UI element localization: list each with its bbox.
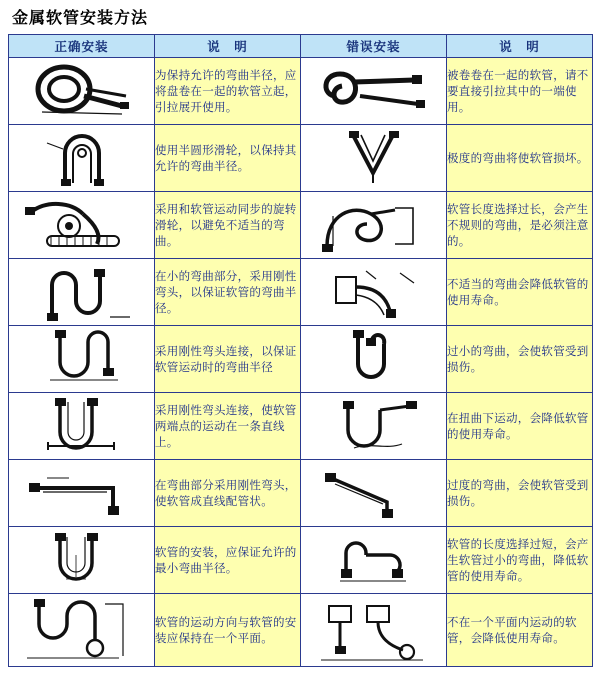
figure-cell-correct xyxy=(9,460,155,527)
table-row xyxy=(9,259,593,326)
table-row xyxy=(9,393,593,460)
figure-cell-correct xyxy=(9,527,155,594)
table-header xyxy=(9,35,593,58)
hose-installed-minimum-bend-radius-icon xyxy=(9,527,154,593)
header-correct-install: 正确安装 xyxy=(9,35,155,58)
desc-cell-correct: 为保持允许的弯曲半径，应将盘卷在一起的软管立起，引拉展开使用。 xyxy=(155,58,301,125)
figure-cell-correct xyxy=(9,259,155,326)
table-row xyxy=(9,125,593,192)
rigid-elbow-straight-pipe-layout-icon xyxy=(9,460,154,526)
hose-with-synchronized-rotating-pulley-icon xyxy=(9,192,154,258)
table-row xyxy=(9,58,593,125)
coiled-hose-standing-reel-icon xyxy=(9,58,154,124)
figure-cell-correct xyxy=(9,393,155,460)
table-row xyxy=(9,594,593,667)
figure-cell-wrong xyxy=(301,393,447,460)
figure-cell-correct xyxy=(9,58,155,125)
table-row xyxy=(9,527,593,594)
header-wrong-install: 错误安装 xyxy=(301,35,447,58)
desc-cell-wrong: 不在一个平面内运动的软管，会降低使用寿命。 xyxy=(447,594,593,667)
figure-cell-correct xyxy=(9,326,155,393)
header-correct-desc: 说 明 xyxy=(155,35,301,58)
header-wrong-desc: 说 明 xyxy=(447,35,593,58)
desc-cell-wrong: 极度的弯曲将使软管损坏。 xyxy=(447,125,593,192)
figure-cell-correct xyxy=(9,594,155,667)
page-title: 金属软管安装方法 xyxy=(12,8,149,27)
over-tight-bend-damage-icon xyxy=(301,326,446,392)
figure-cell-wrong xyxy=(301,58,447,125)
desc-cell-correct: 在小的弯曲部分，采用刚性弯头，以保证软管的弯曲半径。 xyxy=(155,259,301,326)
twisting-hose-motion-icon xyxy=(301,393,446,459)
rigid-elbow-at-small-bend-icon xyxy=(9,259,154,325)
desc-cell-wrong: 在扭曲下运动，会降低软管的使用寿命。 xyxy=(447,393,593,460)
figure-cell-wrong xyxy=(301,259,447,326)
figure-cell-wrong xyxy=(301,594,447,667)
desc-cell-wrong: 过小的弯曲，会使软管受到损伤。 xyxy=(447,326,593,393)
table-row xyxy=(9,192,593,259)
desc-cell-wrong: 软管长度选择过长，会产生不规则的弯曲，是必须注意的。 xyxy=(447,192,593,259)
table-body xyxy=(9,58,593,667)
desc-cell-correct: 采用和软管运动同步的旋转滑轮，以避免不适当的弯曲。 xyxy=(155,192,301,259)
desc-cell-wrong: 过度的弯曲，会使软管受到损伤。 xyxy=(447,460,593,527)
improper-tight-bend-at-fitting-icon xyxy=(301,259,446,325)
table-row xyxy=(9,460,593,527)
figure-cell-wrong xyxy=(301,326,447,393)
hose-too-long-irregular-bend-icon xyxy=(301,192,446,258)
figure-cell-wrong xyxy=(301,527,447,594)
desc-cell-wrong: 软管的长度选择过短，会产生软管过小的弯曲，降低软管的使用寿命。 xyxy=(447,527,593,594)
table-row xyxy=(9,326,593,393)
hose-over-semicircular-pulley-icon xyxy=(9,125,154,191)
figure-cell-wrong xyxy=(301,125,447,192)
hose-motion-out-of-plane-icon xyxy=(301,594,446,666)
figure-cell-wrong xyxy=(301,460,447,527)
desc-cell-correct: 软管的运动方向与软管的安装应保持在一个平面。 xyxy=(155,594,301,667)
desc-cell-correct: 采用刚性弯头连接，以保证软管运动时的弯曲半径 xyxy=(155,326,301,393)
figure-cell-wrong xyxy=(301,192,447,259)
header-row xyxy=(9,35,593,58)
desc-cell-correct: 使用半圆形滑轮，以保持其允许的弯曲半径。 xyxy=(155,125,301,192)
desc-cell-correct: 软管的安装，应保证允许的最小弯曲半径。 xyxy=(155,527,301,594)
figure-cell-correct xyxy=(9,125,155,192)
hose-installation-table xyxy=(8,34,593,667)
desc-cell-correct: 采用刚性弯头连接，使软管两端点的运动在一条直线上。 xyxy=(155,393,301,460)
desc-cell-correct: 在弯曲部分采用刚性弯头，使软管成直线配管状。 xyxy=(155,460,301,527)
figure-cell-correct xyxy=(9,192,155,259)
desc-cell-wrong: 被卷卷在一起的软管，请不要直接引拉其中的一端使用。 xyxy=(447,58,593,125)
desc-cell-wrong: 不适当的弯曲会降低软管的使用寿命。 xyxy=(447,259,593,326)
rigid-elbow-connection-u-bend-icon xyxy=(9,326,154,392)
hose-too-short-small-bend-icon xyxy=(301,527,446,593)
rigid-elbows-both-ends-straight-line-icon xyxy=(9,393,154,459)
coiled-hose-pulled-one-end-icon xyxy=(301,58,446,124)
excessive-bend-damage-icon xyxy=(301,460,446,526)
hose-sharp-v-bend-icon xyxy=(301,125,446,191)
hose-motion-same-plane-as-install-icon xyxy=(9,594,154,666)
